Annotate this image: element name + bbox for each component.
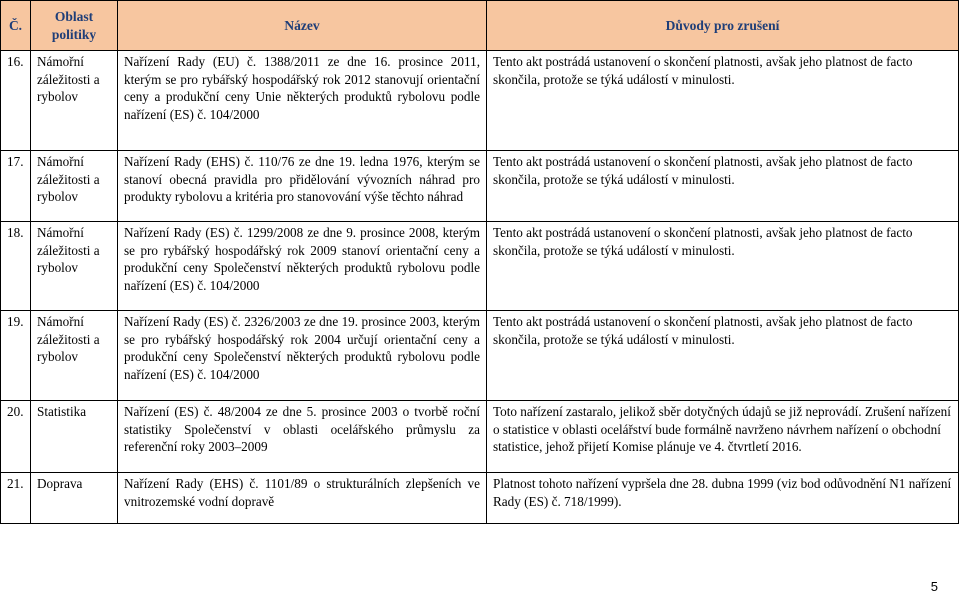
row-act-name: Nařízení Rady (ES) č. 2326/2003 ze dne 19. prosince 2003, kterým se pro rybářský hospodářský rok 2004 určují orientační ceny a produkční ceny Společenství některých produktů rybolovu podle nařízení (ES) č. 104/2000 — [118, 311, 487, 401]
table-row — [1, 151, 959, 222]
row-repeal-reason: Tento akt postrádá ustanovení o skončení platnosti, avšak jeho platnost de facto skončila, protože se týká událostí v minulosti. — [487, 222, 959, 311]
row-act-name: Nařízení Rady (EU) č. 1388/2011 ze dne 16. prosince 2011, kterým se pro rybářský hospodářský rok 2012 stanovují orientační ceny a produkční ceny Unie některých produktů rybolovu podle nařízení (ES) č. 104/2000 — [118, 51, 487, 151]
header-number: Č. — [1, 1, 31, 51]
row-policy-area: Námořní záležitosti a rybolov — [31, 151, 118, 222]
row-number: 19. — [1, 311, 31, 401]
header-name: Název — [118, 1, 487, 51]
table-header-row — [1, 1, 959, 51]
header-reasons: Důvody pro zrušení — [487, 1, 959, 51]
row-policy-area: Statistika — [31, 401, 118, 473]
row-number: 21. — [1, 473, 31, 524]
row-number: 20. — [1, 401, 31, 473]
row-repeal-reason: Toto nařízení zastaralo, jelikož sběr dotyčných údajů se již neprovádí. Zrušení nařízení o statistice v oblasti ocelářství bude formálně navrženo návrhem nařízení o obchodní statistice, jehož přijetí Komise plánuje ve 4. čtvrtletí 2016. — [487, 401, 959, 473]
table-row — [1, 311, 959, 401]
row-act-name: Nařízení Rady (EHS) č. 1101/89 o strukturálních zlepšeních ve vnitrozemské vodní dopravě — [118, 473, 487, 524]
row-policy-area: Námořní záležitosti a rybolov — [31, 222, 118, 311]
table-row — [1, 473, 959, 524]
row-policy-area: Námořní záležitosti a rybolov — [31, 51, 118, 151]
table-row — [1, 401, 959, 473]
row-act-name: Nařízení Rady (EHS) č. 110/76 ze dne 19. ledna 1976, kterým se stanoví obecná pravidla pro přidělování vývozních náhrad pro produkty rybolovu a kritéria pro stanovování výše těchto náhrad — [118, 151, 487, 222]
row-act-name: Nařízení (ES) č. 48/2004 ze dne 5. prosince 2003 o tvorbě roční statistiky Společenství v oblasti ocelářského průmyslu za referenční roky 2003–2009 — [118, 401, 487, 473]
row-number: 17. — [1, 151, 31, 222]
table-row — [1, 51, 959, 151]
row-number: 18. — [1, 222, 31, 311]
row-policy-area: Námořní záležitosti a rybolov — [31, 311, 118, 401]
row-policy-area: Doprava — [31, 473, 118, 524]
header-policy-area: Oblast politiky — [31, 1, 118, 51]
table-row — [1, 222, 959, 311]
row-repeal-reason: Platnost tohoto nařízení vypršela dne 28. dubna 1999 (viz bod odůvodnění N1 nařízení Rady (ES) č. 718/1999). — [487, 473, 959, 524]
row-number: 16. — [1, 51, 31, 151]
page-number: 5 — [930, 579, 938, 594]
row-repeal-reason: Tento akt postrádá ustanovení o skončení platnosti, avšak jeho platnost de facto skončila, protože se týká událostí v minulosti. — [487, 311, 959, 401]
row-repeal-reason: Tento akt postrádá ustanovení o skončení platnosti, avšak jeho platnost de facto skončila, protože se týká událostí v minulosti. — [487, 51, 959, 151]
row-act-name: Nařízení Rady (ES) č. 1299/2008 ze dne 9. prosince 2008, kterým se pro rybářský hospodářský rok 2009 stanoví orientační ceny a produkční ceny Společenství některých produktů rybolovu podle nařízení (ES) č. 104/2000 — [118, 222, 487, 311]
row-repeal-reason: Tento akt postrádá ustanovení o skončení platnosti, avšak jeho platnost de facto skončila, protože se týká událostí v minulosti. — [487, 151, 959, 222]
